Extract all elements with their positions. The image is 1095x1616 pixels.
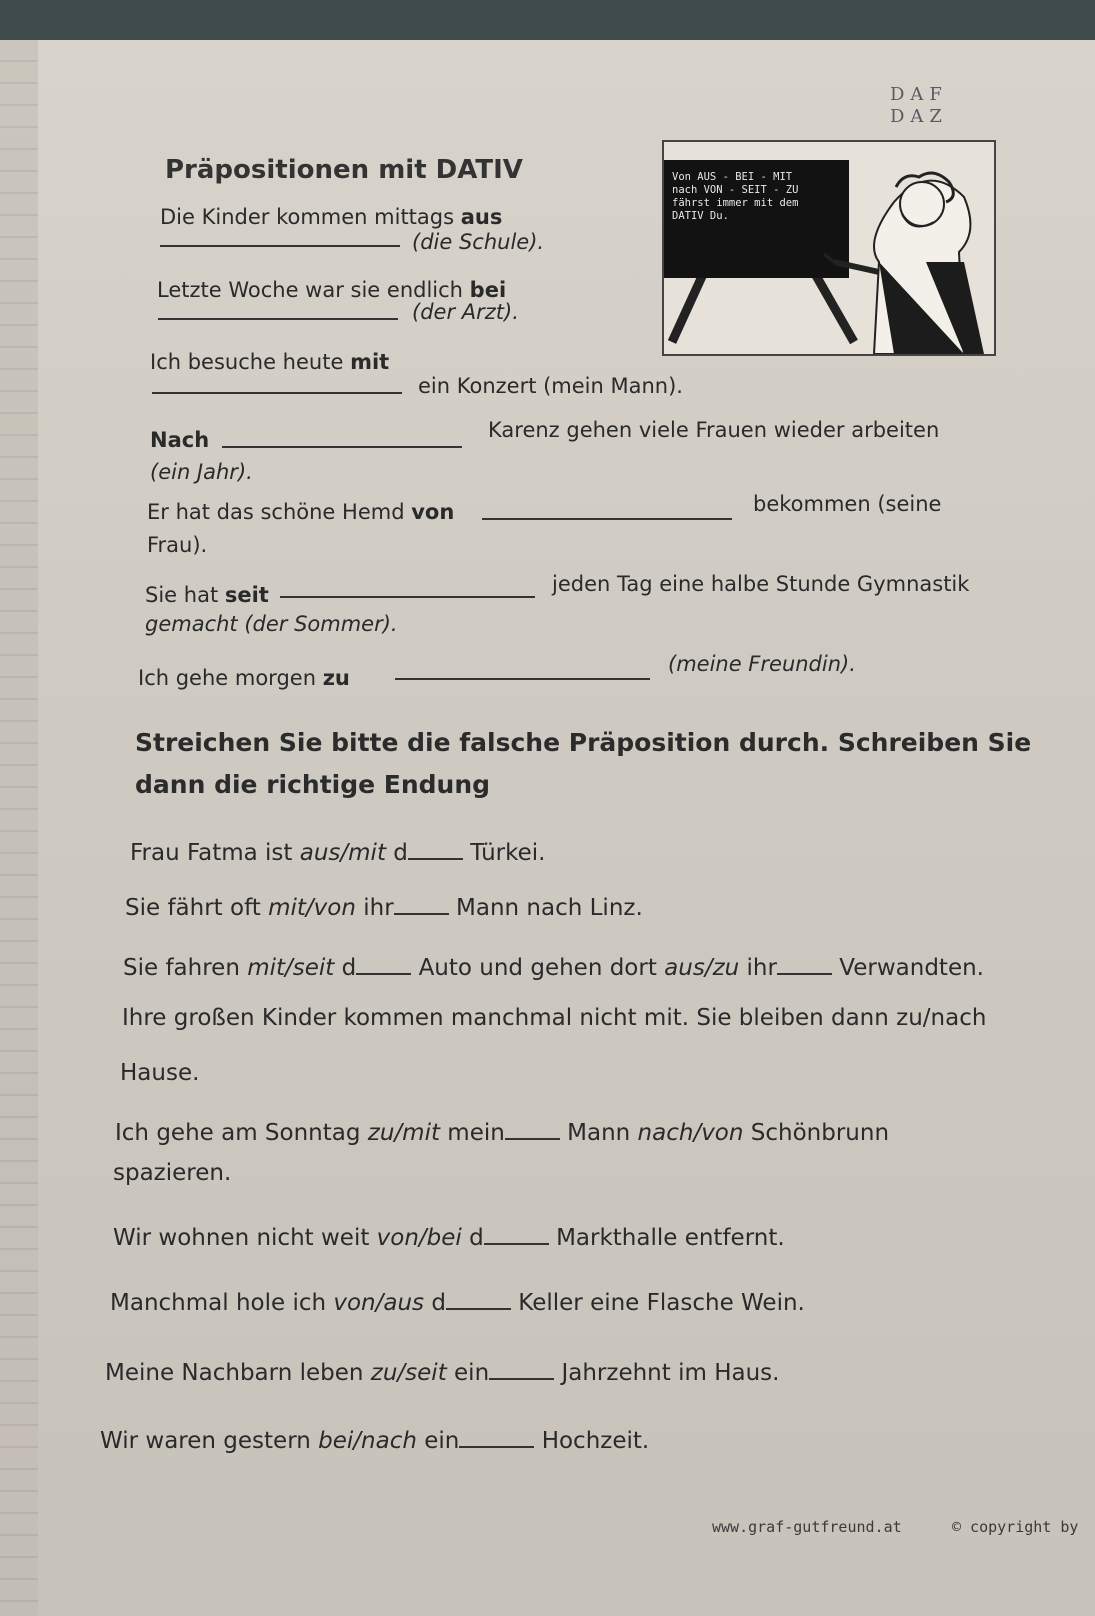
answer-blank[interactable] xyxy=(152,392,402,394)
text: Die Kinder kommen mittags xyxy=(160,205,455,229)
answer-blank[interactable] xyxy=(408,857,463,860)
exercise-5-after: bekommen (seine xyxy=(753,492,942,516)
preposition: von xyxy=(411,500,455,524)
answer-blank[interactable] xyxy=(280,596,535,598)
text: Mann nach Linz. xyxy=(456,895,643,921)
text: ihr xyxy=(363,895,394,921)
preposition: seit xyxy=(224,583,269,607)
text: Sie hat xyxy=(145,583,219,607)
answer-blank[interactable] xyxy=(459,1445,534,1448)
task-4-line2: Hause. xyxy=(120,1060,200,1086)
answer-blank[interactable] xyxy=(489,1377,554,1380)
preposition-choice[interactable]: mit/seit xyxy=(247,955,335,981)
text: Ich gehe am Sonntag xyxy=(115,1120,361,1146)
text: Schönbrunn xyxy=(750,1120,890,1146)
task-2 xyxy=(125,895,643,921)
board-line-4: DATIV Du. xyxy=(672,210,729,222)
text: Auto und gehen dort xyxy=(418,955,657,981)
text: Hochzeit. xyxy=(541,1428,650,1454)
text: Ich gehe morgen xyxy=(138,666,317,690)
text: ein xyxy=(424,1428,460,1454)
preposition-choice[interactable]: mit/von xyxy=(268,895,356,921)
answer-blank[interactable] xyxy=(394,912,449,915)
answer-blank[interactable] xyxy=(777,972,832,975)
text: d xyxy=(393,840,408,866)
answer-blank[interactable] xyxy=(356,972,411,975)
task-8 xyxy=(105,1360,779,1386)
preposition-choice[interactable]: bei/nach xyxy=(318,1428,417,1454)
text: Mann xyxy=(567,1120,631,1146)
text: Manchmal hole ich xyxy=(110,1290,327,1316)
exercise-6-line2: gemacht (der Sommer). xyxy=(145,612,398,636)
exercise-7-line1 xyxy=(138,666,350,690)
task-9 xyxy=(100,1428,649,1454)
text: ein xyxy=(454,1360,490,1386)
text: Markthalle entfernt. xyxy=(556,1225,785,1251)
text: Keller eine Flasche Wein. xyxy=(518,1290,805,1316)
text: Sie fahren xyxy=(123,955,240,981)
text: Verwandten. xyxy=(839,955,984,981)
preposition: mit xyxy=(350,350,390,374)
answer-blank[interactable] xyxy=(160,245,400,247)
answer-blank[interactable] xyxy=(446,1307,511,1310)
preposition: aus xyxy=(460,205,503,229)
preposition-choice[interactable]: von/aus xyxy=(333,1290,425,1316)
text: Letzte Woche war sie endlich xyxy=(157,278,463,302)
exercise-5-line1 xyxy=(147,500,454,524)
illustration xyxy=(662,140,996,356)
text: Jahrzehnt im Haus. xyxy=(561,1360,780,1386)
text: ihr xyxy=(746,955,777,981)
preposition: bei xyxy=(469,278,507,302)
answer-blank[interactable] xyxy=(482,518,732,520)
preposition-choice[interactable]: aus/zu xyxy=(664,955,740,981)
task-6 xyxy=(113,1225,785,1251)
answer-blank[interactable] xyxy=(158,318,398,320)
text: d xyxy=(469,1225,484,1251)
task-5-line2: spazieren. xyxy=(113,1160,232,1186)
page-title: Präpositionen mit DATIV xyxy=(165,155,523,185)
exercise-4-after: Karenz gehen viele Frauen wieder arbeiten xyxy=(488,418,940,442)
answer-blank[interactable] xyxy=(395,678,650,680)
task-1 xyxy=(130,840,545,866)
exercise-6-line1 xyxy=(145,583,269,607)
exercise-3-after: ein Konzert (mein Mann). xyxy=(418,374,683,398)
task-7 xyxy=(110,1290,805,1316)
binder-edge xyxy=(0,40,38,1616)
board-line-3: fährst immer mit dem xyxy=(672,197,799,209)
logo-line2: DAZ xyxy=(890,106,948,127)
exercise-7-after: (meine Freundin). xyxy=(668,652,856,676)
task-4: Ihre großen Kinder kommen manchmal nicht mit. Sie bleiben dann zu/nach xyxy=(122,1005,987,1031)
exercise-6-after: jeden Tag eine halbe Stunde Gymnastik xyxy=(552,572,970,596)
task-3 xyxy=(123,955,984,981)
answer-blank[interactable] xyxy=(505,1137,560,1140)
text: d xyxy=(431,1290,446,1316)
exercise-3-line1 xyxy=(150,350,389,374)
exercise-1-hint: (die Schule). xyxy=(412,230,545,254)
section-heading: Streichen Sie bitte die falsche Präposition durch. Schreiben Sie dann die richtige Endung xyxy=(135,728,1032,799)
board-line-1: Von AUS - BEI - MIT xyxy=(672,171,793,183)
exercise-4-line2: (ein Jahr). xyxy=(150,460,253,484)
text: Frau Fatma ist xyxy=(130,840,293,866)
exercise-2-line1 xyxy=(157,278,506,302)
exercise-4-prep: Nach xyxy=(150,428,210,452)
answer-blank[interactable] xyxy=(484,1242,549,1245)
logo-line1: DAF xyxy=(890,84,948,105)
exercise-1-line1 xyxy=(160,205,502,229)
answer-blank[interactable] xyxy=(222,446,462,448)
preposition-choice[interactable]: von/bei xyxy=(376,1225,462,1251)
preposition-choice[interactable]: nach/von xyxy=(637,1120,744,1146)
footer-website[interactable]: www.graf-gutfreund.at xyxy=(712,1518,902,1536)
text: d xyxy=(341,955,357,981)
exercise-5-line2: Frau). xyxy=(147,533,208,557)
text: mein xyxy=(447,1120,505,1146)
teacher-blackboard-illustration xyxy=(664,142,994,354)
text: Wir waren gestern xyxy=(100,1428,311,1454)
exercise-2-hint: (der Arzt). xyxy=(412,300,519,324)
logo xyxy=(890,84,948,128)
preposition: zu xyxy=(322,666,350,690)
footer-copyright: © copyright by xyxy=(952,1518,1079,1536)
text: Sie fährt oft xyxy=(125,895,261,921)
task-5 xyxy=(115,1120,889,1146)
text: Wir wohnen nicht weit xyxy=(113,1225,370,1251)
preposition-choice[interactable]: aus/mit xyxy=(299,840,386,866)
text: Türkei. xyxy=(470,840,546,866)
preposition-choice[interactable]: zu/mit xyxy=(367,1120,440,1146)
text: Er hat das schöne Hemd xyxy=(147,500,405,524)
text: Meine Nachbarn leben xyxy=(105,1360,364,1386)
board-line-2: nach VON - SEIT - ZU xyxy=(672,184,799,196)
preposition-choice[interactable]: zu/seit xyxy=(370,1360,447,1386)
text: Ich besuche heute xyxy=(150,350,344,374)
